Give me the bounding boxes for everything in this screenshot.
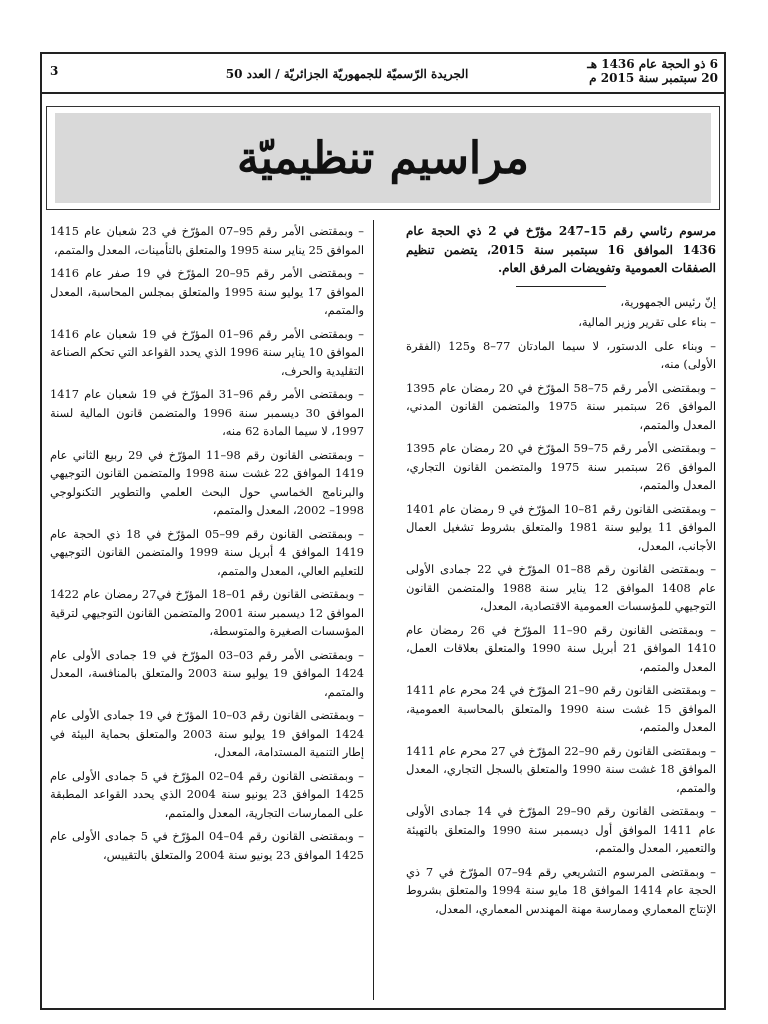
visa-paragraph: – وبمقتضى القانون رقم 81–10 المؤرّخ في 9 رمضان عام 1401 الموافق 11 يوليو سنة 1981 والمتعلق بشروط تشغيل العمال الأجانب، المعدل، — [406, 501, 716, 553]
visa-paragraph: – وبمقتضى القانون رقم 01–18 المؤرّخ في27 رمضان عام 1422 الموافق 12 ديسمبر سنة 2001 والمتضمن القانون التوجيهي لترقية المؤسسات الصغيرة والمتوسطة، — [50, 587, 365, 638]
section-banner — [46, 106, 720, 210]
visa-paragraph: – وبمقتضى القانون رقم 88–01 المؤرّخ في 22 جمادى الأولى عام 1408 الموافق 12 يناير سنة 1988 والمتضمن القانون التوجيهي للمؤسسات العمومية الاقتصادية، المعدل، — [406, 562, 717, 613]
header-date-gregorian: 20 سبتمبر سنة 2015 م — [589, 71, 718, 85]
visa-paragraph: – وبمقتضى الأمر رقم 96–01 المؤرّخ في 19 شعبان عام 1416 الموافق 10 يناير سنة 1996 الذي يحدد القواعد التي تحكم الصناعة التقليدية والحرف، — [50, 326, 364, 378]
title-separator — [516, 286, 606, 287]
visa-paragraph: – وبمقتضى الأمر رقم 75–59 المؤرّخ في 20 رمضان عام 1395 الموافق 26 سبتمبر سنة 1975 والمتضمن القانون التجاري، المعدل والمتمم، — [406, 441, 717, 492]
visa-paragraph: – وبمقتضى القانون رقم 90–29 المؤرّخ في 14 جمادى الأولى عام 1411 الموافق أول ديسمبر سنة 1990 والمتعلق بالتهيئة والتعمير، المعدل والمتمم، — [406, 804, 717, 855]
decree-intro: إنّ رئيس الجمهورية، — [620, 294, 716, 309]
journal-page — [40, 52, 726, 1010]
visa-paragraph: – وبمقتضى الأمر رقم 75–58 المؤرّخ في 20 رمضان عام 1395 الموافق 26 سبتمبر سنة 1975 والمتضمن القانون المدني، المعدل والمتمم، — [406, 380, 717, 432]
header-journal-title: الجريدة الرّسميّة للجمهوريّة الجزائريّة / العدد 50 — [225, 67, 469, 81]
decree-title: مرسوم رئاسي رقم 15–247 مؤرّخ في 2 ذي الحجة عام 1436 الموافق 16 سبتمبر سنة 2015، يتضمن تنظيم الصفقات العمومية وتفويضات المرفق العام. — [406, 224, 716, 275]
header-date-hijri: 6 ذو الحجة عام 1436 هـ — [587, 57, 718, 71]
visa-paragraph: – وبمقتضى الأمر رقم 95–20 المؤرّخ في 19 صفر عام 1416 الموافق 17 يوليو سنة 1995 والمتعلق بمجلس المحاسبة، المعدل والمتمم، — [50, 266, 364, 317]
visa-paragraph: – وبمقتضى الأمر رقم 95–07 المؤرّخ في 23 شعبان عام 1415 الموافق 25 يناير سنة 1995 والمتعلق بالتأمينات، المعدل والمتمم، — [50, 224, 364, 257]
visa-paragraph: – وبمقتضى الأمر رقم 03–03 المؤرّخ في 19 جمادى الأولى عام 1424 الموافق 19 يوليو سنة 2003 والمتعلق بالمنافسة، المعدل والمتمم، — [50, 647, 364, 699]
visa-paragraph: – وبمقتضى القانون رقم 90–22 المؤرّخ في 27 محرم عام 1411 الموافق 18 غشت سنة 1990 والمتعلق بالسجل التجاري، المعدل والمتمم، — [406, 743, 716, 795]
visa-paragraph: – وبناء على الدستور، لا سيما المادتان 77–8 و125 (الفقرة الأولى) منه، — [406, 338, 716, 371]
section-banner-fill — [55, 113, 711, 203]
header-page-number: 3 — [50, 64, 59, 78]
visa-paragraph: – وبمقتضى القانون رقم 04–04 المؤرّخ في 5 جمادى الأولى عام 1425 الموافق 23 يونيو سنة 2004 والمتعلق بالتقييس، — [50, 829, 364, 862]
visa-paragraph: – وبمقتضى القانون رقم 99–05 المؤرّخ في 18 ذي الحجة عام 1419 الموافق 4 أبريل سنة 1999 والمتضمن القانون التوجيهي للتعليم العالي، المعدل والمتمم، — [50, 526, 364, 578]
section-title: مراسيم تنظيميّة — [236, 132, 529, 184]
visa-paragraph: – وبمقتضى الأمر رقم 96–31 المؤرّخ في 19 شعبان عام 1417 الموافق 30 ديسمبر سنة 1996 والمتضمن قانون المالية لسنة 1997، لا سيما المادة 62 منه، — [50, 387, 364, 438]
visa-paragraph: – وبمقتضى المرسوم التشريعي رقم 94–07 المؤرّخ في 7 ذي الحجة عام 1414 الموافق 18 مايو سنة 1994 والمتعلق بشروط الإنتاج المعماري وممارسة مهنة المهندس المعماري، المعدل، — [406, 864, 716, 916]
column-divider — [373, 220, 374, 1000]
header-date — [587, 57, 718, 85]
page-header — [42, 54, 724, 94]
right-column — [406, 222, 716, 923]
left-column — [50, 222, 364, 869]
visa-paragraph: – وبمقتضى القانون رقم 98–11 المؤرّخ في 29 ربيع الثاني عام 1419 الموافق 22 غشت سنة 1998 والمتضمن القانون التوجيهي والبرنامج الخماسي حول البحث العلمي والتطوير التكنولوجي 1998– 2002، المعدل والمتمم، — [50, 447, 364, 517]
visa-paragraph: – بناء على تقرير وزير المالية، — [578, 315, 716, 329]
visa-paragraph: – وبمقتضى القانون رقم 03–10 المؤرّخ في 19 جمادى الأولى عام 1424 الموافق 19 يوليو سنة 2003 والمتعلق بحماية البيئة في إطار التنمية المستدامة، المعدل، — [50, 708, 364, 759]
visa-paragraph: – وبمقتضى القانون رقم 04–02 المؤرّخ في 5 جمادى الأولى عام 1425 الموافق 23 يونيو سنة 2004 الذي يحدد القواعد المطبقة على الممارسات التجارية، المعدل والمتمم، — [50, 768, 364, 820]
visa-paragraph: – وبمقتضى القانون رقم 90–21 المؤرّخ في 24 محرم عام 1411 الموافق 15 غشت سنة 1990 والمتعلق بالمحاسبة العمومية، المعدل والمتمم، — [406, 683, 716, 734]
visa-paragraph: – وبمقتضى القانون رقم 90–11 المؤرّخ في 26 رمضان عام 1410 الموافق 21 أبريل سنة 1990 والمتعلق بعلاقات العمل، المعدل والمتمم، — [406, 622, 716, 674]
